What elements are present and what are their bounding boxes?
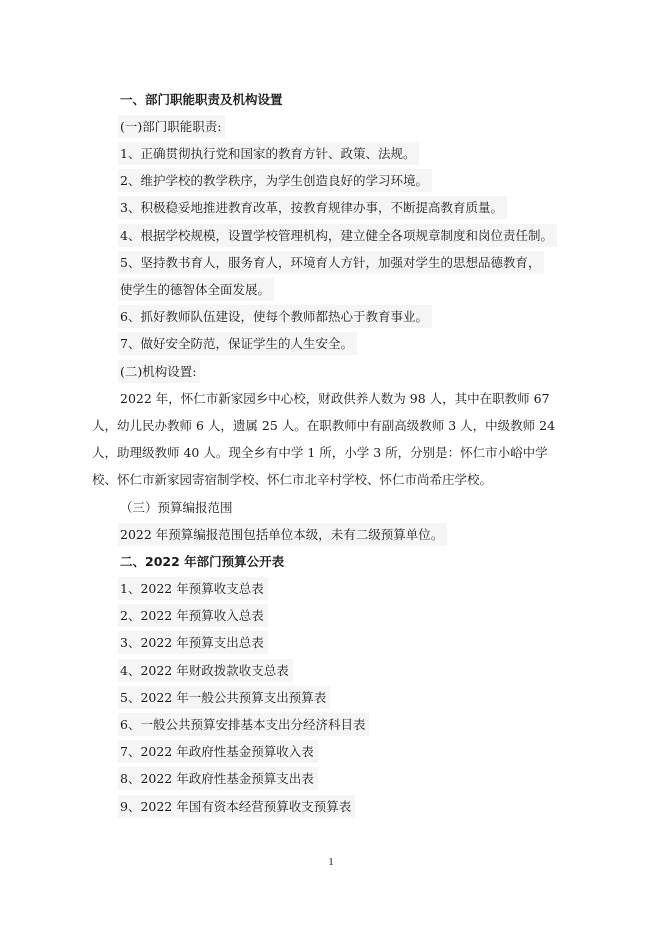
table-list-item: 4、2022 年财政拨款收支总表 — [118, 659, 293, 682]
org-paragraph-line: 校、怀仁市新家园寄宿制学校、怀仁市北辛村学校、怀仁市尚希庄学校。 — [92, 472, 493, 487]
duty-item: 5、坚持教书育人，服务育人，环境育人方针，加强对学生的思想品德教育， — [118, 251, 544, 274]
table-list-item: 2、2022 年预算收入总表 — [118, 604, 268, 627]
table-list-item: 7、2022 年政府性基金预算收入表 — [118, 740, 318, 763]
table-list-item: 8、2022 年政府性基金预算支出表 — [118, 767, 318, 790]
org-subheading: (二)机构设置: — [118, 360, 200, 383]
duty-item: 1、正确贯彻执行党和国家的教育方针、政策、法规。 — [118, 142, 419, 165]
section1-heading: 一、部门职能职责及机构设置 — [120, 92, 283, 107]
duty-item: 3、积极稳妥地推进教育改革，按教育规律办事，不断提高教育质量。 — [118, 196, 507, 219]
duty-item: 2、维护学校的教学秩序，为学生创造良好的学习环境。 — [118, 169, 432, 192]
table-list-item: 3、2022 年预算支出总表 — [118, 631, 268, 654]
section2-heading: 二、2022 年部门预算公开表 — [120, 554, 285, 569]
table-list-item: 6、一般公共预算安排基本支出分经济科目表 — [118, 713, 369, 736]
duty-item: 4、根据学校规模，设置学校管理机构，建立健全各项规章制度和岗位责任制。 — [118, 224, 557, 247]
org-paragraph-line: 人，幼儿民办教师 6 人，遗属 25 人。在职教师中有副高级教师 3 人，中级教师 24 — [92, 418, 556, 433]
org-paragraph-line: 人，助理级教师 40 人。现全乡有中学 1 所，小学 3 所，分别是：怀仁市小峪中学 — [92, 445, 548, 460]
duty-item-continued: 使学生的德智体全面发展。 — [118, 278, 274, 301]
page-number: 1 — [328, 856, 334, 868]
scope-subheading: （三）预算编报范围 — [120, 500, 233, 515]
duties-subheading: (一)部门职能职责: — [118, 115, 225, 138]
duty-item: 6、抓好教师队伍建设，使每个教师都热心于教育事业。 — [118, 305, 432, 328]
table-list-item: 1、2022 年预算收支总表 — [118, 577, 268, 600]
table-list-item: 9、2022 年国有资本经营预算收支预算表 — [118, 795, 355, 818]
duty-item: 7、做好安全防范，保证学生的人生安全。 — [118, 332, 357, 355]
table-list-item: 5、2022 年一般公共预算支出预算表 — [118, 686, 330, 709]
org-paragraph-line: 2022 年，怀仁市新家园乡中心校，财政供养人数为 98 人，其中在职教师 67 — [120, 391, 550, 406]
scope-text: 2022 年预算编报范围包括单位本级，未有二级预算单位。 — [118, 523, 447, 546]
